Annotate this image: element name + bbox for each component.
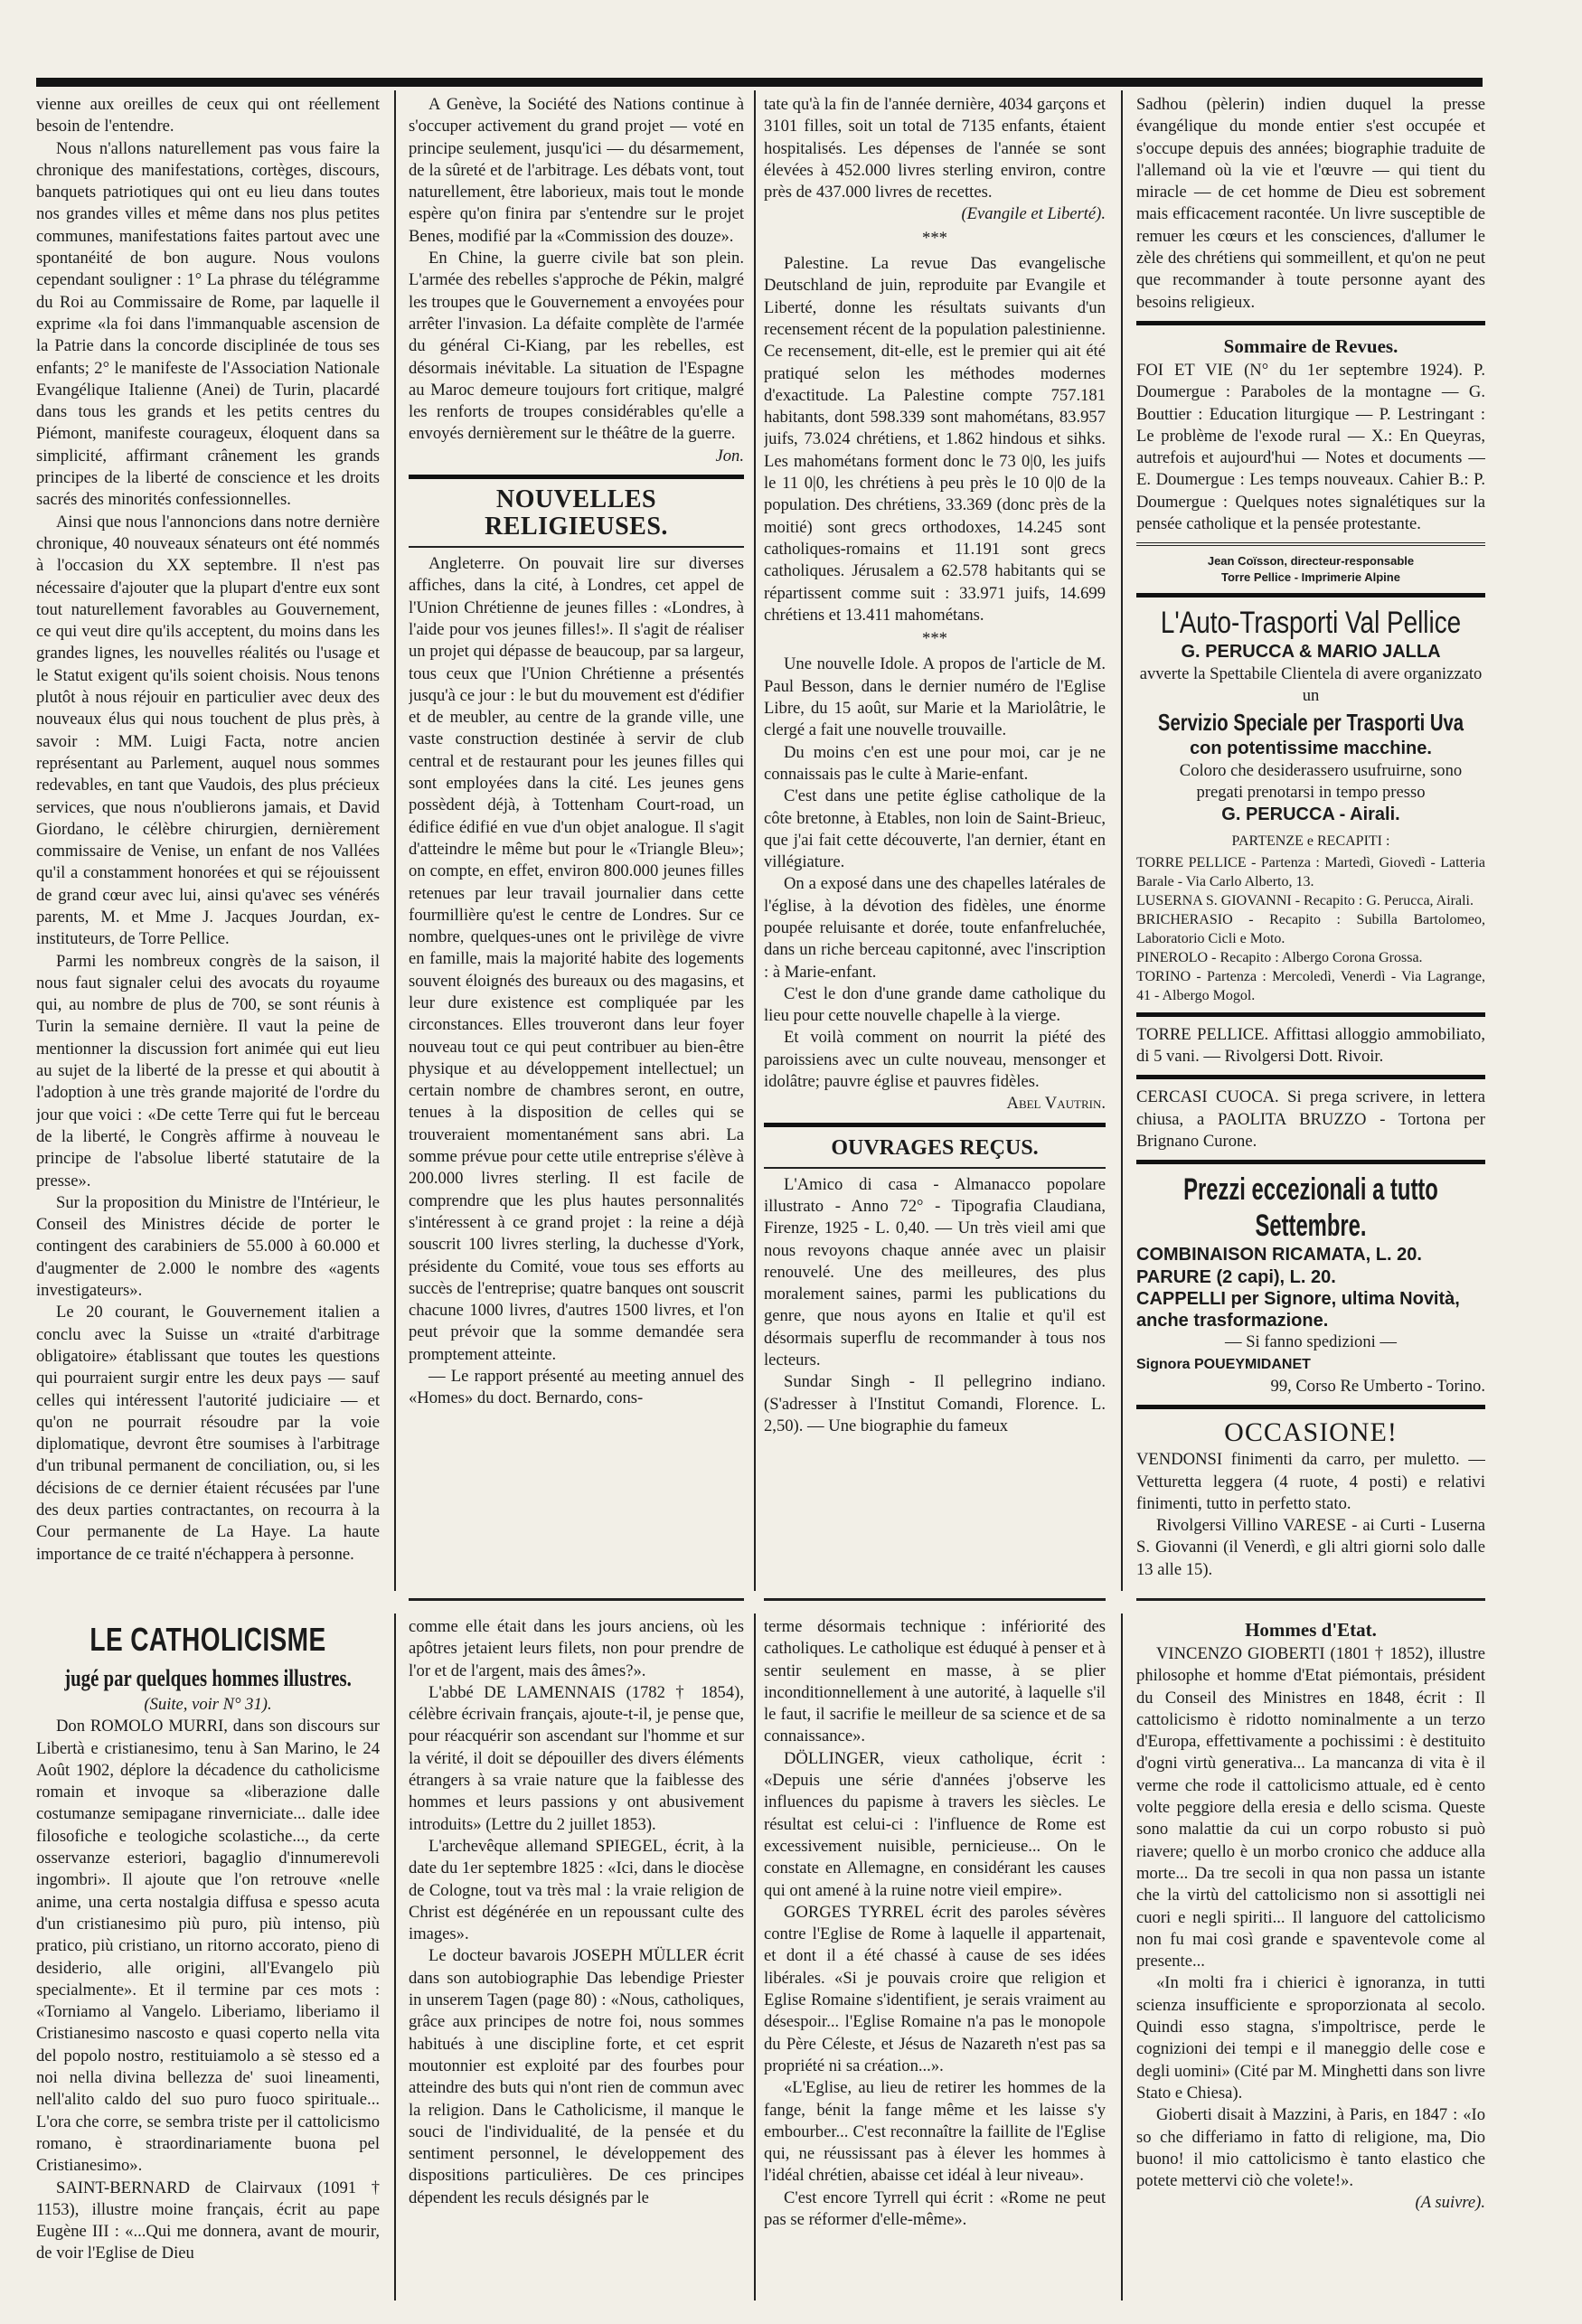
lower-column-4 (1136, 1616, 1485, 2303)
paragraph: On a exposé dans une des chapelles latérales de l'église, à la dévotion des fidèles, une énorme poupée reluisante et dorée, toute enfanfreluchée, dans un riche berceau capitonné, avec l'inscription : à Marie-enfant. (764, 874, 1106, 982)
rule (1136, 1075, 1485, 1079)
paragraph: Sadhou (pèlerin) indien duquel la presse évangélique du monde entier s'est occupée et s'occupe depuis des années; biographie traduite de l'allemand où la vie et l'œuvre — qui tient du miracle — de cet homme de Dieu est sobrement mais efficacement racontée. Un livre susceptible de remuer les cœurs et les consciences, d'allumer le zèle des chrétiens qui sommeillent, et qu'on ne peut que recommander à toute personne ayant des besoins religieux. (1136, 95, 1485, 312)
paragraph: Gioberti disait à Mazzini, à Paris, en 1847 : «Io so che differiamo in fatto di religione, ma, Dio buono! il mio cattolicismo è tanto elastico che potete mettervi ciò che volete!». (1136, 2105, 1485, 2191)
ad-service: Servizio Speciale per Trasporti Uva (1157, 709, 1464, 737)
section-divider (409, 1598, 744, 1601)
column-3 (764, 94, 1106, 1595)
imprint-director: Jean Coïsson, directeur-responsable (1207, 554, 1415, 569)
ad-line: PARURE (2 capi), L. 20. (1136, 1266, 1336, 1287)
column-2 (409, 94, 744, 1595)
paragraph: comme elle était dans les jours anciens, où les apôtres jetaient leurs filets, non pour prendre de l'or et de l'argent, mais des âmes?». (409, 1617, 744, 1680)
paragraph: Palestine. La revue Das evangelische Deutschland de juin, reproduite par Evangile et Liberté, donne les résultats suivants d'un recensement récent de la population palestinienne. Ce recensement, dit-elle, est le premier qui ait été pratiqué selon les méthodes modernes d'exactitude. La Palestine compte 757.181 habitants, dont 598.339 sont mahométans, 83.957 juifs, 73.024 chrétiens, et 1.862 hindous et sihks. Les mahométans forment donc le 73 0|0, les juifs le 11 0|0, les chrétiens à peu près le 10 0|0 de la population. Des chrétiens, 33.369 (donc près de la moitié) sont grecs orthodoxes, 14.245 sont catholiques-romains et 11.191 sont grecs catholiques. Jérusalem a 62.578 habitants qui se répartissent comme suit : 33.971 juifs, 14.699 chrétiens et 13.411 mahométans. (764, 254, 1106, 625)
ad-owners: G. PERUCCA & MARIO JALLA (1181, 642, 1441, 663)
section-title-hommes: Hommes d'Etat. (1245, 1619, 1377, 1641)
ad-contact: G. PERUCCA - Airali. (1221, 804, 1400, 825)
column-rule (394, 1614, 396, 2300)
signature: Jon. (715, 446, 744, 466)
column-rule (1121, 90, 1123, 1591)
rule (764, 1167, 1106, 1169)
schedule-item: BRICHERASIO - Recapito : Subilla Bartolomeo, Laboratorio Cicli e Moto. (1136, 911, 1485, 946)
rule (409, 475, 744, 479)
rule (1136, 542, 1485, 546)
rule (1136, 1405, 1485, 1409)
paragraph: L'archevêque allemand SPIEGEL, écrit, à la date du 1er septembre 1825 : «Ici, dans le diocèse de Cologne, tout va très mal : la vraie religion de Christ est dégénérée en un repoussant culte des images». (409, 1836, 744, 1944)
paragraph: Sundar Singh - Il pellegrino indiano. (S'adresser à l'Institut Comandi, Florence. L. 2,50). — Une biographie du fameux (764, 1372, 1106, 1435)
paragraph: C'est le don d'une grande dame catholique du lieu pour cette nouvelle chapelle à la vierge. (764, 983, 1106, 1026)
paragraph: Le 20 courant, le Gouvernement italien a conclu avec la Suisse un «traité d'arbitrage obligatoire» établissant que toutes les questions qui pourraient surgir entre les deux pays — sauf celles qui intéressent l'autorité judiciaire — et qu'on ne pourrait résoudre par la voie diplomatique, devront être soumises à l'arbitrage d'un tribunal permanent de conciliation, ou, si les décisions de ce dernier étaient récusées par l'une des deux parties contractantes, on recourra à la Cour permanente de La Haye. La haute importance de ce traité n'échappera à personne. (36, 1303, 380, 1564)
schedule-head: PARTENZE e RECAPITI : (1231, 833, 1390, 850)
column-rule (754, 90, 756, 1591)
paragraph: Don ROMOLO MURRI, dans son discours sur Libertà e cristianesimo, tenu à San Marino, le 24 Août 1902, déplore la décadence du catholicisme romain et invoque sa «liberazione dalle costumanze semipagane rinverniciate... dalle idee filosofiche e teologiche scolastiche..., da certe osservanze esteriori, bagaglio d'innumerevoli ingombri». Il ajoute que l'on retrouve «nelle anime, una certa nostalgia diffusa e spesso acuta d'un cristianesimo più puro, più intenso, più pratico, più cristiano, un ritorno accorato, pieno di desiderio, alle origini, all'Evangelo più specialmente». Et il termine par ces mots : «Torniamo al Vangelo. Liberiamo, liberiamo il Cristianesimo nascosto e quasi coperto nella vita del popolo nostro, restituiamolo a sè stesso ed a noi nella divina bellezza de' suoi lineamenti, nell'alito caldo del suo puro fuoco spirituale... L'ora che corre, se sembra triste per il cattolicismo romano, è straordinariamente buona pel Cristianesimo». (36, 1717, 380, 2176)
imprint-printer: Torre Pellice - Imprimerie Alpine (1221, 570, 1400, 585)
schedule-item: PINEROLO - Recapito : Albergo Corona Grossa. (1136, 949, 1423, 965)
lower-column-1 (36, 1616, 380, 2303)
ad-line: CAPPELLI per Signore, ultima Novità, anche trasformazione. (1136, 1288, 1460, 1331)
to-be-continued: (A suivre). (1415, 2193, 1485, 2213)
ad-line: COMBINAISON RICAMATA, L. 20. (1136, 1245, 1422, 1265)
paragraph: Nous n'allons naturellement pas vous faire la chronique des manifestations, cortèges, discours, banquets patriotiques qui ont eu lieu dans toutes nos grandes villes et même dans nos plus petites communes, manifestations faites partout avec une spontanéité de bon augure. Nous voulons cependant souligner : 1° La phrase du télégramme du Roi au Commissaire de Rome, par laquelle il exprime «la foi dans l'immanquable ascension de la Patrie dans la concorde disciplinée de tous ses enfants; 2° le manifeste de l'Association Nationale Evangélique Italienne (Anei) de Turin, placardé dans tous les grands et les petits centres du Piémont, manifeste courageux, éloquent dans sa simplicité, affirmant crânement les grands principes de la liberté de conscience et les droits sacrés des minorités confessionnelles. (36, 138, 380, 510)
paragraph: SAINT-BERNARD de Clairvaux (1091 † 1153), illustre moine français, écrit au pape Eugène III : «...Qui me donnera, avant de mourir, de voir l'Eglise de Dieu (36, 2178, 380, 2263)
paragraph: Et voilà comment on nourrit la piété des paroissiens avec un culte nouveau, mensonger et idolâtre; pauvre église et pauvres fidèles. (764, 1028, 1106, 1092)
paragraph: Du moins c'en est une pour moi, car je ne connaissais pas le culte à Marie-enfant. (764, 742, 1106, 784)
ad-line: Signora POUEYMIDANET (1136, 1356, 1311, 1372)
sommaire-text: FOI ET VIE (N° du 1er septembre 1924). P. Doumergue : Paraboles de la montagne — G. Bouttier : Education liturgique — P. Lestringant : Le problème de l'exode rural — X.: En Queyras, autrefois et aujourd'hui — Notes et documents — E. Doumergue : Les temps nouveaux. Cahier B.: P. Doumergue : Quelques notes signalétiques sur la pensée catholique et la pensée protestante. (1136, 360, 1485, 534)
ad-line: 99, Corso Re Umberto - Torino. (1270, 1376, 1485, 1396)
column-rule (394, 90, 396, 1591)
paragraph: Une nouvelle Idole. A propos de l'article de M. Paul Besson, dans le dernier numéro de l'Eglise Libre, du 15 août, sur Marie et la Mariolâtrie, le clergé a fait une nouvelle trouvaille. (764, 654, 1106, 740)
rule (409, 546, 744, 548)
rule (1136, 1012, 1485, 1017)
paragraph: L'abbé DE LAMENNAIS (1782 † 1854), célèbre écrivain français, ajoute-t-il, je pense que, pour réacquérir son ascendant sur l'homme et sur la vérité, il doit se dépouiller des divers éléments étrangers à sa vraie nature que la faiblesse des hommes et leurs passions y ont abusivement introduits» (Lettre du 2 juillet 1853). (409, 1682, 744, 1834)
ad-alloggio: TORRE PELLICE. Affittasi alloggio ammobiliato, di 5 vani. — Rivolgersi Dott. Rivoir. (1136, 1024, 1485, 1067)
rule (764, 1123, 1106, 1127)
paragraph: Angleterre. On pouvait lire sur diverses affiches, dans la cité, à Londres, cet appel de l'Union Chrétienne de jeunes filles : «Londres, à l'aide pour vos jeunes filles!». Il s'agit de réaliser un projet qui dépasse de beaucoup, par sa largeur, tous ceux que l'Union Chrétienne a présentés jusqu'à ce jour : le but du mouvement est d'édifier et de meubler, au centre de la grande ville, une vaste construction destinée à servir de club central et de restaurant pour les jeunes filles qui sont employées dans la cité. Les jeunes gens possèdent déjà, à Tottenham Court-road, un édifice édifié en vue d'un objet analogue. Il s'agit d'atteindre le même but pour le «Triangle Bleu»; on compte, en effet, environ 800.000 jeunes filles retenues par leur travail journalier dans cette fourmillière qu'est le centre de Londres. Sur ce nombre, quelques-unes ont le privilège de vivre en famille, mais la majorité habite des logements souvent éloignés des bureaux ou des magasins, et leur dure existence est compliquée par les circonstances. Elles trouveront dans leur foyer nouveau tout ce qui peut contribuer au bien-être physique et au développement intellectuel; un certain nombre de chambres seront, en outre, tenues à la disposition de celles qui se trouveraient momentanément sans abri. La somme prévue pour cette utile entreprise s'élève à 200.000 livres sterling. Il est facile de comprendre que les plus hautes personnalités s'intéressent à ce grand projet : la reine a déjà souscrit 100 livres sterling, la duchesse d'York, présidente du Comité, voue tous ses efforts au succès de l'entreprise; quatre banques ont souscrit chacune 1000 livres, d'autres 1500 livres, et l'on peut prévoir que la somme demandée sera promptement atteinte. (409, 554, 744, 1364)
ad-auto-trasporti-title: L'Auto-Trasporti Val Pellice (1160, 606, 1462, 641)
paragraph: terme désormais technique : infériorité des catholiques. Le catholique est éduqué à penser et à sentir seulement en masse, à se plier inconditionnellement à une autorité, à laquelle s'il le faut, il sacrifie le meilleur de sa science et de sa connaissance». (764, 1617, 1106, 1746)
section-divider (1136, 1598, 1485, 1601)
paragraph: Sur la proposition du Ministre de l'Intérieur, le Conseil des Ministres décide de porter le contingent des carabiniers de 55.000 à 60.000 et d'augmenter de 2.000 le nombre des «agents investigateurs». (36, 1192, 380, 1301)
paragraph: GORGES TYRREL écrit des paroles sévères contre l'Eglise de Rome à laquelle il appartenait, et dont il a été chassé à cause de ses idées libérales. «Si je pouvais croire que religion et Eglise Romaine s'identifient, je serais vraiment au désespoir... l'Eglise Romaine n'a pas le monopole du Père Céleste, et Jésus de Nazareth n'est pas sa propriété ni sa création...». (764, 1902, 1106, 2075)
section-title-ouvrages: OUVRAGES REÇUS. (831, 1135, 1039, 1160)
column-1 (36, 94, 380, 1595)
source: (Evangile et Liberté). (961, 204, 1106, 224)
article-subtitle: jugé par quelques hommes illustres. (64, 1665, 352, 1691)
rule (1136, 593, 1485, 597)
paragraph: DÖLLINGER, vieux catholique, écrit : «Depuis une série d'années j'observe les influences du papisme à travers les siècles. Le résultat est celui-ci : l'influence de Rome est excessivement nuisible, pernicieuse... On le constate en Allemagne, en considérant les causes qui ont amené à la ruine notre vieil empire». (764, 1748, 1106, 1900)
top-rule (36, 78, 1483, 87)
paragraph: C'est encore Tyrrell qui écrit : «Rome ne peut pas se réformer d'elle-même». (764, 2188, 1106, 2230)
lower-column-2 (409, 1616, 744, 2303)
sommaire-title: Sommaire de Revues. (1223, 334, 1398, 357)
lower-column-3 (764, 1616, 1106, 2303)
signature: Abel Vautrin. (1006, 1094, 1106, 1114)
paragraph: «In molti fra i chierici è ignoranza, in tutti scienza insufficiente e sproporzionata al secolo. Quindi esso stagna, s'impoltrisce, perde le cognizioni dei tempi e il maneggio delle cose e degli uomini» (Cité par M. Minghetti dans son livre Stato e Chiesa). (1136, 1973, 1485, 2103)
paragraph: Le docteur bavarois JOSEPH MÜLLER écrit dans son autobiographie Das lebendige Priester in unserem Tagen (page 80) : «Nous, catholiques, grâce aux principes de notre foi, nous sommes habitués à une discipline forte, et cet esprit moutonnier est exploité par des fourbes pour atteindre des buts qui n'ont rien de commun avec la religion. Dans le Catholicisme, il manque le souci de l'individualité, de la pensée et du sentiment personnel, le développement des dispositions particulières. De ces principes dépendent les reculs désignés par le (409, 1946, 744, 2207)
paragraph: En Chine, la guerre civile bat son plein. L'armée des rebelles s'approche de Pékin, malgré les troupes que le Gouvernement a envoyées pour arrêter l'invasion. La défaite complète de l'armée du général Ci-Kiang, par les rebelles, est désormais inévitable. La situation de l'Espagne au Maroc demeure toujours fort critique, malgré les renforts de troupes considérables qu'elle a envoyés dernièrement sur le théâtre de la guerre. (409, 249, 744, 444)
paragraph: — Le rapport présenté au meeting annuel des «Homes» du doct. Bernardo, cons- (409, 1367, 744, 1408)
ad-line: — Si fanno spedizioni — (1224, 1332, 1398, 1352)
paragraph: vienne aux oreilles de ceux qui ont réellement besoin de l'entendre. (36, 95, 380, 136)
ad-text: Coloro che desiderassero usufruirne, sono pregati prenotarsi in tempo presso (1179, 760, 1463, 802)
ad-occasione-text: VENDONSI finimenti da carro, per muletto. — Vetturetta leggera (4 ruote, 4 posti) e relativi finimenti, tutto in perfetto stato. (1136, 1450, 1485, 1513)
ad-prezzi-title: Prezzi eccezionali a tutto Settembre. (1183, 1172, 1438, 1244)
paragraph: Ainsi que nous l'annoncions dans notre dernière chronique, 40 nouveaux sénateurs ont été nommés à l'occasion du XX septembre. Il n'est pas nécessaire d'ajouter que la plupart d'entre eux sont tout naturellement favorables au Gouvernement, ce qui veut dire qu'ils acceptent, du moins dans les grandes lignes, les nouvelles réalités ou l'usage et le Statut exigent qu'ils soient choisis. Nous tenons plutôt à nous réjouir en particulier avec deux des nouveaux élus qui nous touchent de plus près, à savoir : MM. Luigi Facta, notre ancien représentant au Parlement, auquel nous sommes redevables, en tant que Vaudois, des plus précieux services, que nous n'oublierons jamais, et David Giordano, le célèbre chirurgien, dernièrement commissaire de Venise, un enfant de nos Vallées qu'il a constamment honorées et qui se réjouissent de grand cœur avec lui, ainsi qu'avec ses vénérés parents, M. et Mme J. Jacques Jourdan, ex-instituteurs, de Torre Pellice. (36, 512, 380, 949)
schedule-item: TORINO - Partenza : Mercoledì, Venerdì - Via Lagrange, 41 - Albergo Mogol. (1136, 968, 1485, 1003)
article-title: LE CATHOLICISME (89, 1621, 326, 1658)
section-title-nouvelles: NOUVELLES RELIGIEUSES. (485, 485, 668, 541)
separator-stars: *** (922, 629, 947, 649)
column-rule (1121, 1614, 1123, 2300)
section-divider (764, 1598, 1106, 1601)
ad-occasione-title: OCCASIONE! (1224, 1417, 1398, 1448)
ad-cuoca: CERCASI CUOCA. Si prega scrivere, in lettera chiusa, a PAOLITA BRUZZO - Tortona per Brignano Curone. (1136, 1087, 1485, 1151)
column-rule (754, 1614, 756, 2300)
paragraph: tate qu'à la fin de l'année dernière, 4034 garçons et 3101 filles, soit un total de 7135 enfants, étaient hospitalisés. Les dépenses de l'année se sont élevées à 452.000 livres sterling environ, contre près de 437.000 livres de recettes. (764, 95, 1106, 202)
paragraph: C'est dans une petite église catholique de la côte bretonne, à Etables, non loin de Saint-Brieuc, que j'ai fait cette découverte, l'an dernier, étant en villégiature. (764, 786, 1106, 872)
rule (1136, 321, 1485, 325)
ad-occasione-text: Rivolgersi Villino VARESE - ai Curti - Luserna S. Giovanni (il Venerdì, e gli altri giorni solo dalle 13 alle 15). (1136, 1516, 1485, 1579)
paragraph: «L'Eglise, au lieu de retirer les hommes de la fange, bénit la fange même et les laisse s'y embourber... C'est reconnaître la faillite de l'Eglise qui, ne réussissant pas à élever les hommes à l'idéal chrétien, abaisse cet idéal à leur niveau». (764, 2078, 1106, 2186)
rule (1136, 1160, 1485, 1164)
paragraph: L'Amico di casa - Almanacco popolare illustrato - Anno 72° - Tipografia Claudiana, Firenze, 1925 - L. 0,40. — Un très vieil ami que nous revoyons chaque année avec un plaisir renouvelé. Une des meilleures, des plus moralement saines, parmi les publications du genre, que nous ayons en Italie et qu'il est désormais superflu de recommander à tous nos lecteurs. (764, 1174, 1106, 1370)
column-4 (1136, 94, 1485, 1595)
paragraph: Parmi les nombreux congrès de la saison, il nous faut signaler celui des avocats du royaume qui, au nombre de plus de 700, se sont réunis à Turin la semaine dernière. Il vaut la peine de mentionner la discussion fort animée qui eut lieu au sujet de la liberté de la presse et qui aboutit à l'adoption à une très grande majorité de l'ordre du jour que voici : «De cette Terre qui fut le berceau de la liberté, le Congrès affirme à nouveau le principe de l'absolue liberté statutaire de la presse». (36, 951, 380, 1190)
schedule-item: LUSERNA S. GIOVANNI - Recapito : G. Perucca, Airali. (1136, 892, 1474, 908)
ad-text: avverte la Spettabile Clientela di avere organizzato un (1139, 663, 1483, 705)
separator-stars: *** (922, 228, 947, 248)
paragraph: A Genève, la Société des Nations continue à s'occuper activement du grand projet — voté en principe seulement, jusqu'ici — du désarmement, de la sûreté et de l'arbitrage. Les débats vont, tout naturellement, être laborieux, mais tout le monde espère qu'on finira par s'entendre sur le projet Benes, modifié par la «Commission des douze». (409, 95, 744, 246)
article-suite: (Suite, voir N° 31). (144, 1695, 272, 1714)
schedule-item: TORRE PELLICE - Partenza : Martedì, Giovedì - Latteria Barale - Via Carlo Alberto, 13. (1136, 854, 1485, 889)
ad-service-sub: con potentissime macchine. (1190, 739, 1432, 759)
paragraph: VINCENZO GIOBERTI (1801 † 1852), illustre philosophe et homme d'Etat piémontais, président du Conseil des Ministres en 1848, écrit : Il cattolicismo è ridotto nominalmente a un terzo d'Europa, effettivamente a pochissimi : è destituito d'ogni virtù generativa... La mancanza di vita è il verme che rode il cattolicismo attuale, ed è cento volte peggiore della eresia e dello scisma. Queste sono malattie da cui un corpo robusto si può riavere; quello è un morbo cronico che adduce alla morte... Da tre secoli in qua non passa un istante che la virtù del cattolicismo non si assottigli nei cuori e negli spiriti... Il languore del cattolicismo non fu mai così grande e spaventevole come al presente... (1136, 1644, 1485, 1971)
